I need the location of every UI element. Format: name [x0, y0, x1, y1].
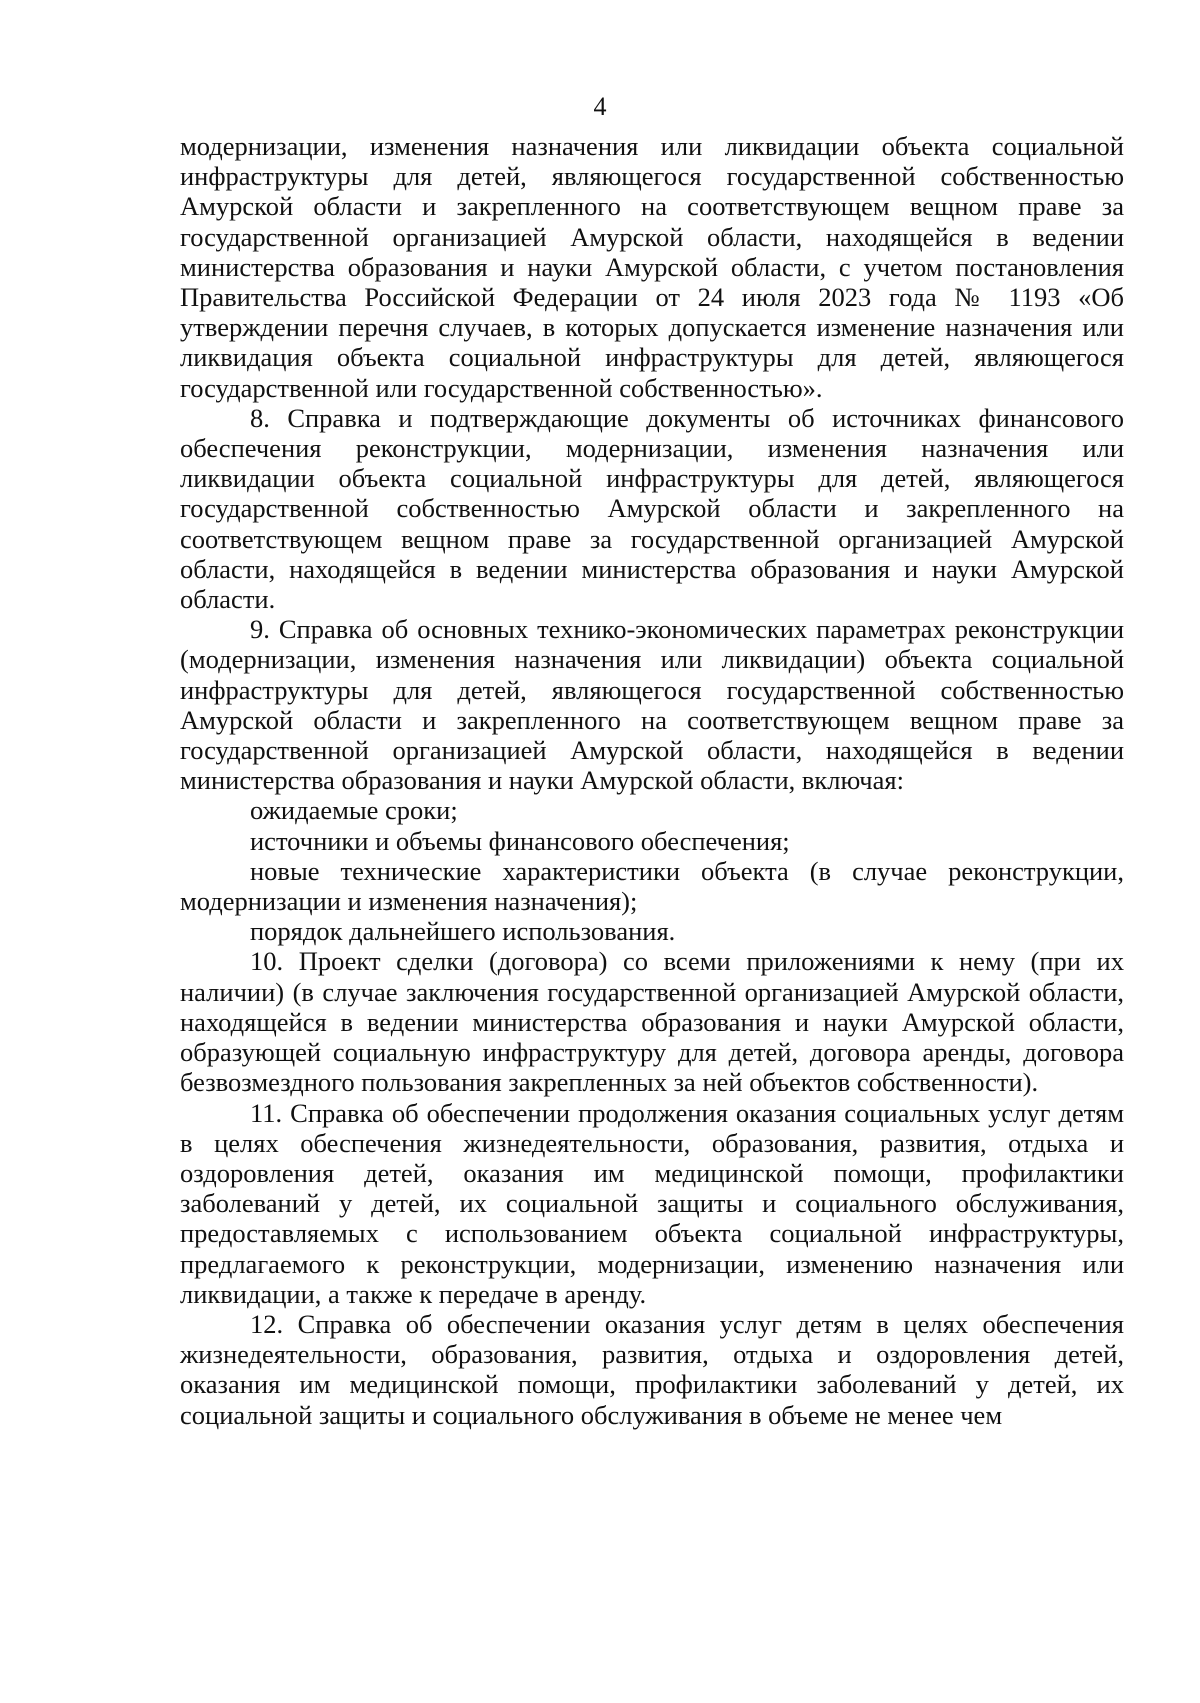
document-body	[180, 131, 1124, 1430]
paragraph: 9. Справка об основных технико-экономических параметрах реконструкции (модернизации, изменения назначения или ликвидации) объекта социальной инфраструктуры для детей, являющегося государственной собственностью Амурской области и закрепленного на соответствующем вещном праве за государственной организацией Амурской области, находящейся в ведении министерства образования и науки Амурской области, включая:	[180, 614, 1124, 796]
paragraph: 12. Справка об обеспечении оказания услуг детям в целях обеспечения жизнедеятельности, образования, развития, отдыха и оздоровления детей, оказания им медицинской помощи, профилактики заболеваний у детей, их социальной защиты и социального обслуживания в объеме не менее чем	[180, 1308, 1124, 1430]
paragraph: порядок дальнейшего использования.	[250, 916, 676, 947]
paragraph: 8. Справка и подтверждающие документы об источниках финансового обеспечения реконструкции, модернизации, изменения назначения или ликвидации объекта социальной инфраструктуры для детей, являющегося государственной собственностью Амурской области и закрепленного на соответствующем вещном праве за государственной организацией Амурской области, находящейся в ведении министерства образования и науки Амурской области.	[180, 402, 1124, 615]
paragraph: модернизации, изменения назначения или ликвидации объекта социальной инфраструктуры для детей, являющегося государственной собственностью Амурской области и закрепленного на соответствующем вещном праве за государственной организацией Амурской области, находящейся в ведении министерства образования и науки Амурской области, с учетом постановления Правительства Российской Федерации от 24 июля 2023 года № 1193 «Об утверждении перечня случаев, в которых допускается изменение назначения или ликвидация объекта социальной инфраструктуры для детей, являющегося государственной или государственной собственностью».	[180, 131, 1124, 403]
paragraph: новые технические характеристики объекта (в случае реконструкции, модернизации и изменения назначения);	[180, 855, 1124, 917]
paragraph: 10. Проект сделки (договора) со всеми приложениями к нему (при их наличии) (в случае заключения государственной организацией Амурской области, находящейся в ведении министерства образования и науки Амурской области, образующей социальную инфраструктуру для детей, договора аренды, договора безвозмездного пользования закрепленных за ней объектов собственности).	[180, 946, 1124, 1098]
page-number: 4	[593, 92, 607, 121]
paragraph: источники и объемы финансового обеспечения;	[250, 825, 790, 856]
paragraph: ожидаемые сроки;	[250, 795, 458, 826]
paragraph: 11. Справка об обеспечении продолжения оказания социальных услуг детям в целях обеспечения жизнедеятельности, образования, развития, отдыха и оздоровления детей, оказания им медицинской помощи, профилактики заболеваний у детей, их социальной защиты и социального обслуживания, предоставляемых с использованием объекта социальной инфраструктуры, предлагаемого к реконструкции, модернизации, изменению назначения или ликвидации, а также к передаче в аренду.	[180, 1097, 1124, 1309]
